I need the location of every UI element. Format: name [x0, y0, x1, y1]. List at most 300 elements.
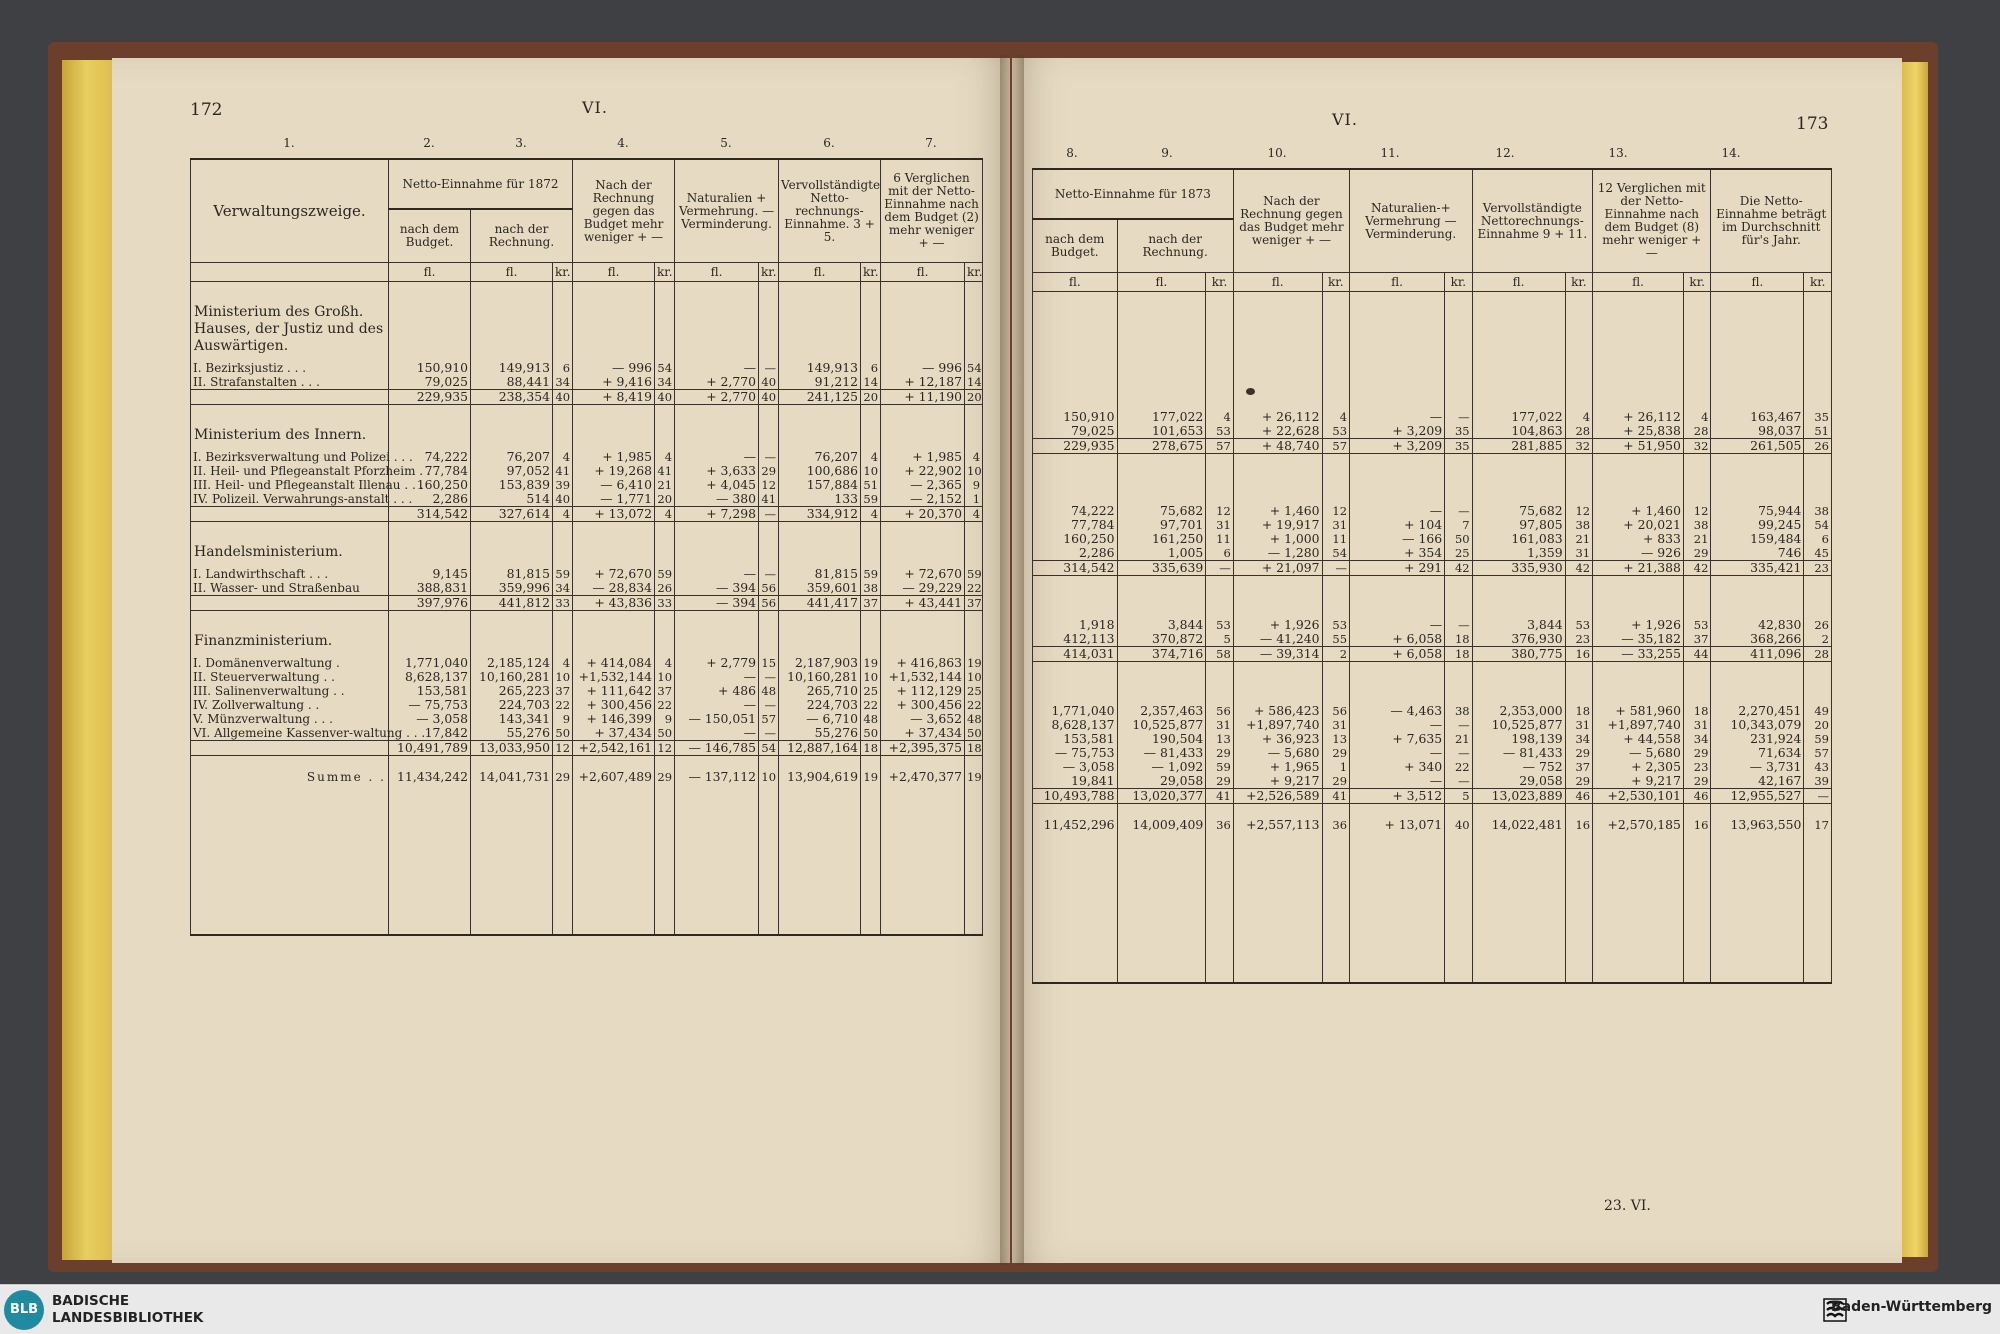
row-label: II. Heil- und Pflegeanstalt Pforzheim . . .	[191, 464, 389, 478]
value-cell: 2,185,124	[471, 656, 553, 670]
table-row	[191, 712, 983, 726]
unit-cell: kr.	[553, 263, 573, 282]
value-cell: +2,470,377	[881, 770, 965, 784]
kreuzer-cell: 4	[553, 656, 573, 670]
value-cell: +2,542,161	[573, 741, 655, 756]
value-cell: 397,976	[389, 596, 471, 611]
kreuzer-cell: 35	[1804, 410, 1832, 424]
value-cell: — 146,785	[675, 741, 759, 756]
value-cell: 74,222	[389, 450, 471, 464]
kreuzer-cell: 37	[1683, 632, 1710, 647]
value-cell: —	[675, 361, 759, 375]
value-cell: 160,250	[389, 478, 471, 492]
value-cell: 163,467	[1711, 410, 1804, 424]
kreuzer-cell: 19	[861, 770, 881, 784]
value-cell: + 19,268	[573, 464, 655, 478]
row-label: I. Landwirthschaft . . .	[191, 567, 389, 581]
unit-cell: fl.	[1233, 273, 1322, 292]
value-cell: + 340	[1350, 760, 1445, 774]
value-cell: 76,207	[779, 450, 861, 464]
kreuzer-cell: 29	[1683, 746, 1710, 760]
kreuzer-cell: 31	[1322, 518, 1349, 532]
kreuzer-cell: 56	[759, 596, 779, 611]
kreuzer-cell: 18	[1565, 704, 1592, 718]
column-number: 4.	[617, 136, 629, 150]
table-row	[191, 464, 983, 478]
ministry-title: Finanzministerium.	[191, 625, 389, 656]
unit-cell: kr.	[1804, 273, 1832, 292]
kreuzer-cell: 19	[965, 770, 983, 784]
value-cell: 10,343,079	[1711, 718, 1804, 732]
unit-cell: fl.	[1350, 273, 1445, 292]
value-cell: 10,491,789	[389, 741, 471, 756]
kreuzer-cell: —	[1322, 561, 1349, 576]
value-cell: 157,884	[779, 478, 861, 492]
unit-cell: fl.	[779, 263, 861, 282]
value-cell: + 1,926	[1593, 618, 1684, 632]
value-cell: 314,542	[1033, 561, 1118, 576]
kreuzer-cell: 51	[861, 478, 881, 492]
kreuzer-cell: 4	[553, 450, 573, 464]
value-cell: 3,844	[1472, 618, 1565, 632]
header-verglichen: 12 Verglichen mit der Netto-Einnahme nach dem Budget (8) mehr weniger + —	[1593, 169, 1711, 273]
header-nach-budget: nach dem Budget.	[1033, 219, 1118, 273]
value-cell: 327,614	[471, 507, 553, 522]
value-cell: 376,930	[1472, 632, 1565, 647]
kreuzer-cell: 41	[1322, 789, 1349, 804]
value-cell: 8,628,137	[389, 670, 471, 684]
value-cell: — 3,058	[1033, 760, 1118, 774]
value-cell: 42,830	[1711, 618, 1804, 632]
kreuzer-cell: —	[1206, 561, 1233, 576]
value-cell: 10,160,281	[779, 670, 861, 684]
kreuzer-cell: 53	[1683, 618, 1710, 632]
value-cell: 97,701	[1117, 518, 1206, 532]
value-cell: +2,526,589	[1233, 789, 1322, 804]
value-cell: 10,525,877	[1472, 718, 1565, 732]
kreuzer-cell: 4	[1683, 410, 1710, 424]
value-cell: 12,955,527	[1711, 789, 1804, 804]
kreuzer-cell: 29	[1683, 546, 1710, 561]
kreuzer-cell: 41	[1206, 789, 1233, 804]
value-cell: + 111,642	[573, 684, 655, 698]
kreuzer-cell: 12	[553, 741, 573, 756]
unit-cell: kr.	[1565, 273, 1592, 292]
column-number: 13.	[1608, 146, 1628, 160]
value-cell: + 8,419	[573, 390, 655, 405]
kreuzer-cell: —	[1445, 504, 1472, 518]
value-cell: 13,020,377	[1117, 789, 1206, 804]
unit-cell: kr.	[1683, 273, 1710, 292]
value-cell: + 1,460	[1593, 504, 1684, 518]
value-cell: 79,025	[389, 375, 471, 390]
header-naturalien: Naturalien-+ Vermehrung — Verminderung.	[1350, 169, 1473, 273]
value-cell: + 20,021	[1593, 518, 1684, 532]
value-cell: 514	[471, 492, 553, 507]
value-cell: 281,885	[1472, 439, 1565, 454]
value-cell: — 5,680	[1233, 746, 1322, 760]
value-cell: +1,897,740	[1233, 718, 1322, 732]
value-cell: +2,530,101	[1593, 789, 1684, 804]
value-cell: — 380	[675, 492, 759, 507]
kreuzer-cell: 18	[965, 741, 983, 756]
value-cell: + 22,628	[1233, 424, 1322, 439]
value-cell: + 9,217	[1593, 774, 1684, 789]
ministry-title: Handelsministerium.	[191, 536, 389, 567]
value-cell: + 1,965	[1233, 760, 1322, 774]
value-cell: + 2,305	[1593, 760, 1684, 774]
kreuzer-cell: 40	[759, 390, 779, 405]
kreuzer-cell: 7	[1445, 518, 1472, 532]
value-cell: 29,058	[1472, 774, 1565, 789]
header-nach-rechnung: nach der Rechnung.	[471, 209, 573, 263]
library-name[interactable]	[52, 1293, 203, 1327]
kreuzer-cell: 54	[759, 741, 779, 756]
value-cell: 12,887,164	[779, 741, 861, 756]
kreuzer-cell: —	[1445, 774, 1472, 789]
kreuzer-cell: 53	[1322, 424, 1349, 439]
value-cell: + 104	[1350, 518, 1445, 532]
kreuzer-cell: 22	[965, 581, 983, 596]
row-label: IV. Polizeil. Verwahrungs-anstalt . . .	[191, 492, 389, 507]
column-number: 1.	[283, 136, 295, 150]
value-cell: +2,607,489	[573, 770, 655, 784]
kreuzer-cell: 56	[1322, 704, 1349, 718]
value-cell: 153,839	[471, 478, 553, 492]
value-cell: 77,784	[389, 464, 471, 478]
value-cell: 335,639	[1117, 561, 1206, 576]
group-title-row	[191, 296, 983, 361]
value-cell: — 75,753	[389, 698, 471, 712]
table-row	[1033, 704, 1832, 718]
kreuzer-cell: 5	[1445, 789, 1472, 804]
table-row	[191, 375, 983, 390]
value-cell: + 3,209	[1350, 424, 1445, 439]
value-cell: 229,935	[1033, 439, 1118, 454]
kreuzer-cell: 53	[1322, 618, 1349, 632]
blb-logo[interactable]: BLB	[4, 1290, 44, 1330]
value-cell: — 39,314	[1233, 647, 1322, 662]
kreuzer-cell: 2	[1322, 647, 1349, 662]
unit-cell: kr.	[655, 263, 675, 282]
value-cell: —	[1350, 504, 1445, 518]
value-cell: + 43,836	[573, 596, 655, 611]
kreuzer-cell: 6	[1804, 532, 1832, 546]
value-cell: 8,628,137	[1033, 718, 1118, 732]
value-cell: 161,250	[1117, 532, 1206, 546]
kreuzer-cell: 13	[1322, 732, 1349, 746]
kreuzer-cell: 59	[861, 567, 881, 581]
ledger-table-right	[1032, 168, 1832, 984]
kreuzer-cell: 43	[1804, 760, 1832, 774]
kreuzer-cell: 59	[1804, 732, 1832, 746]
kreuzer-cell: 22	[1445, 760, 1472, 774]
kreuzer-cell: 50	[861, 726, 881, 741]
value-cell: + 51,950	[1593, 439, 1684, 454]
value-cell: 14,022,481	[1472, 818, 1565, 832]
unit-cell: fl.	[881, 263, 965, 282]
value-cell: — 28,834	[573, 581, 655, 596]
kreuzer-cell: 4	[861, 450, 881, 464]
right-page	[1012, 58, 1902, 1263]
kreuzer-cell: 22	[655, 698, 675, 712]
kreuzer-cell: 57	[1322, 439, 1349, 454]
value-cell: — 150,051	[675, 712, 759, 726]
kreuzer-cell: 29	[1565, 746, 1592, 760]
kreuzer-cell: 23	[1565, 632, 1592, 647]
kreuzer-cell: 57	[1804, 746, 1832, 760]
value-cell: — 29,229	[881, 581, 965, 596]
table-row	[1033, 760, 1832, 774]
kreuzer-cell: 53	[1565, 618, 1592, 632]
kreuzer-cell: 36	[1206, 818, 1233, 832]
value-cell: 224,703	[471, 698, 553, 712]
kreuzer-cell: 54	[1322, 546, 1349, 561]
table-row	[191, 507, 983, 522]
row-label: I. Bezirksverwaltung und Polizei . . .	[191, 450, 389, 464]
column-number: 14.	[1721, 146, 1741, 160]
value-cell: + 3,209	[1350, 439, 1445, 454]
kreuzer-cell: 28	[1565, 424, 1592, 439]
value-cell: 14,041,731	[471, 770, 553, 784]
kreuzer-cell: 54	[1804, 518, 1832, 532]
value-cell: + 20,370	[881, 507, 965, 522]
value-cell: — 996	[573, 361, 655, 375]
kreuzer-cell: 10	[861, 464, 881, 478]
kreuzer-cell: 14	[861, 375, 881, 390]
kreuzer-cell: 25	[861, 684, 881, 698]
kreuzer-cell: 35	[1445, 424, 1472, 439]
unit-cell: kr.	[1445, 273, 1472, 292]
unit-cell: fl.	[675, 263, 759, 282]
kreuzer-cell: 22	[861, 698, 881, 712]
value-cell: 76,207	[471, 450, 553, 464]
value-cell: 370,872	[1117, 632, 1206, 647]
value-cell: 149,913	[471, 361, 553, 375]
table-row	[1033, 632, 1832, 647]
value-cell: 441,417	[779, 596, 861, 611]
value-cell: + 11,190	[881, 390, 965, 405]
kreuzer-cell: 48	[861, 712, 881, 726]
column-number: 7.	[925, 136, 937, 150]
kreuzer-cell: 45	[1804, 546, 1832, 561]
row-label: I. Bezirksjustiz . . .	[191, 361, 389, 375]
row-label: I. Domänenverwaltung .	[191, 656, 389, 670]
kreuzer-cell: 9	[965, 478, 983, 492]
kreuzer-cell: 29	[655, 770, 675, 784]
value-cell: — 2,152	[881, 492, 965, 507]
kreuzer-cell: 59	[965, 567, 983, 581]
kreuzer-cell: 57	[1206, 439, 1233, 454]
value-cell: 238,354	[471, 390, 553, 405]
value-cell: + 581,960	[1593, 704, 1684, 718]
value-cell: 98,037	[1711, 424, 1804, 439]
kreuzer-cell: 51	[1804, 424, 1832, 439]
value-cell: 414,031	[1033, 647, 1118, 662]
row-label: II. Strafanstalten . . .	[191, 375, 389, 390]
kreuzer-cell: 12	[759, 478, 779, 492]
kreuzer-cell: 59	[1206, 760, 1233, 774]
group-title-row	[191, 625, 983, 656]
value-cell: 13,963,550	[1711, 818, 1804, 832]
value-cell: 412,113	[1033, 632, 1118, 647]
kreuzer-cell: 41	[655, 464, 675, 478]
kreuzer-cell: 11	[1206, 532, 1233, 546]
kreuzer-cell: 4	[1206, 410, 1233, 424]
value-cell: + 2,779	[675, 656, 759, 670]
kreuzer-cell: 4	[965, 450, 983, 464]
book-gutter	[1000, 55, 1024, 1265]
header-rechnung-vs-budget: Nach der Rechnung gegen das Budget mehr weniger + —	[573, 159, 675, 263]
kreuzer-cell: 6	[553, 361, 573, 375]
value-cell: — 41,240	[1233, 632, 1322, 647]
kreuzer-cell: 53	[1206, 618, 1233, 632]
table-row	[191, 741, 983, 756]
kreuzer-cell: 31	[1565, 718, 1592, 732]
unit-cell: fl.	[1472, 273, 1565, 292]
value-cell: —	[1350, 746, 1445, 760]
kreuzer-cell: 25	[965, 684, 983, 698]
kreuzer-cell: 4	[965, 507, 983, 522]
value-cell: + 72,670	[881, 567, 965, 581]
value-cell: + 2,770	[675, 390, 759, 405]
header-vervollstaendigt: Vervollständigte Nettorechnungs-Einnahme 9 + 11.	[1472, 169, 1592, 273]
section-heading-right: VI.	[1332, 110, 1358, 129]
value-cell: 13,023,889	[1472, 789, 1565, 804]
value-cell: — 6,410	[573, 478, 655, 492]
value-cell: + 1,985	[881, 450, 965, 464]
value-cell: 42,167	[1711, 774, 1804, 789]
value-cell: — 3,058	[389, 712, 471, 726]
kreuzer-cell: 59	[553, 567, 573, 581]
kreuzer-cell: 4	[553, 507, 573, 522]
kreuzer-cell: 29	[1322, 746, 1349, 760]
kreuzer-cell: 48	[759, 684, 779, 698]
kreuzer-cell: 33	[655, 596, 675, 611]
kreuzer-cell: —	[759, 361, 779, 375]
ministry-title: Ministerium des Großh. Hauses, der Justiz und des Auswärtigen.	[191, 296, 389, 361]
value-cell: — 35,182	[1593, 632, 1684, 647]
table-row	[191, 726, 983, 741]
value-cell: + 26,112	[1233, 410, 1322, 424]
value-cell: 13,033,950	[471, 741, 553, 756]
value-cell: 1,771,040	[389, 656, 471, 670]
value-cell: + 2,770	[675, 375, 759, 390]
kreuzer-cell: 17	[1804, 818, 1832, 832]
state-name[interactable]: Baden-Württemberg	[1830, 1299, 1992, 1315]
value-cell: 441,812	[471, 596, 553, 611]
value-cell: + 3,633	[675, 464, 759, 478]
value-cell: 153,581	[389, 684, 471, 698]
value-cell: 1,918	[1033, 618, 1118, 632]
value-cell: 88,441	[471, 375, 553, 390]
kreuzer-cell: 50	[655, 726, 675, 741]
unit-cell: kr.	[759, 263, 779, 282]
value-cell: 11,434,242	[389, 770, 471, 784]
kreuzer-cell: 4	[655, 507, 675, 522]
value-cell: 334,912	[779, 507, 861, 522]
kreuzer-cell: 59	[861, 492, 881, 507]
header-netto-1872: Netto-Einnahme für 1872	[389, 159, 573, 209]
column-number: 10.	[1267, 146, 1287, 160]
value-cell: 79,025	[1033, 424, 1118, 439]
kreuzer-cell: 20	[1804, 718, 1832, 732]
table-row	[1033, 818, 1832, 832]
kreuzer-cell: 33	[553, 596, 573, 611]
kreuzer-cell: 4	[655, 450, 675, 464]
value-cell: +2,570,185	[1593, 818, 1684, 832]
table-row	[191, 698, 983, 712]
kreuzer-cell: 44	[1683, 647, 1710, 662]
kreuzer-cell: 1	[965, 492, 983, 507]
kreuzer-cell: 2	[1804, 632, 1832, 647]
kreuzer-cell: 9	[553, 712, 573, 726]
value-cell: — 81,433	[1472, 746, 1565, 760]
page-edges-right	[1898, 62, 1928, 1257]
kreuzer-cell: 31	[1322, 718, 1349, 732]
value-cell: 265,710	[779, 684, 861, 698]
kreuzer-cell: 32	[1683, 439, 1710, 454]
value-cell: 359,996	[471, 581, 553, 596]
kreuzer-cell: 21	[1445, 732, 1472, 746]
value-cell: + 21,097	[1233, 561, 1322, 576]
table-row	[191, 450, 983, 464]
table-row	[1033, 504, 1832, 518]
table-row	[1033, 546, 1832, 561]
value-cell: 224,703	[779, 698, 861, 712]
kreuzer-cell: 36	[1322, 818, 1349, 832]
kreuzer-cell: 31	[1206, 518, 1233, 532]
value-cell: + 6,058	[1350, 647, 1445, 662]
column-number: 5.	[720, 136, 732, 150]
kreuzer-cell: 39	[1804, 774, 1832, 789]
table-row	[191, 596, 983, 611]
value-cell: + 43,441	[881, 596, 965, 611]
value-cell: +1,532,144	[573, 670, 655, 684]
kreuzer-cell: 58	[1206, 647, 1233, 662]
value-cell: + 12,187	[881, 375, 965, 390]
value-cell: + 3,512	[1350, 789, 1445, 804]
value-cell: — 81,433	[1117, 746, 1206, 760]
value-cell: 411,096	[1711, 647, 1804, 662]
header-netto-1873: Netto-Einnahme für 1873	[1033, 169, 1234, 219]
kreuzer-cell: 38	[1445, 704, 1472, 718]
kreuzer-cell: 23	[1683, 760, 1710, 774]
value-cell: — 33,255	[1593, 647, 1684, 662]
value-cell: + 4,045	[675, 478, 759, 492]
printer-signature: 23. VI.	[1604, 1198, 1651, 1214]
value-cell: 55,276	[471, 726, 553, 741]
kreuzer-cell: 49	[1804, 704, 1832, 718]
kreuzer-cell: 18	[1445, 647, 1472, 662]
value-cell: + 19,917	[1233, 518, 1322, 532]
row-label: VI. Allgemeine Kassenver-waltung . . .	[191, 726, 389, 741]
kreuzer-cell: —	[759, 698, 779, 712]
table-row	[1033, 647, 1832, 662]
kreuzer-cell: 29	[1206, 774, 1233, 789]
value-cell: 2,187,903	[779, 656, 861, 670]
value-cell: 2,270,451	[1711, 704, 1804, 718]
column-number: 11.	[1380, 146, 1400, 160]
unit-cell: fl.	[1593, 273, 1684, 292]
kreuzer-cell: —	[759, 507, 779, 522]
column-numbers-left	[190, 136, 982, 150]
table-row	[1033, 561, 1832, 576]
kreuzer-cell: 20	[965, 390, 983, 405]
kreuzer-cell: 15	[759, 656, 779, 670]
table-row	[1033, 732, 1832, 746]
kreuzer-cell: 12	[655, 741, 675, 756]
